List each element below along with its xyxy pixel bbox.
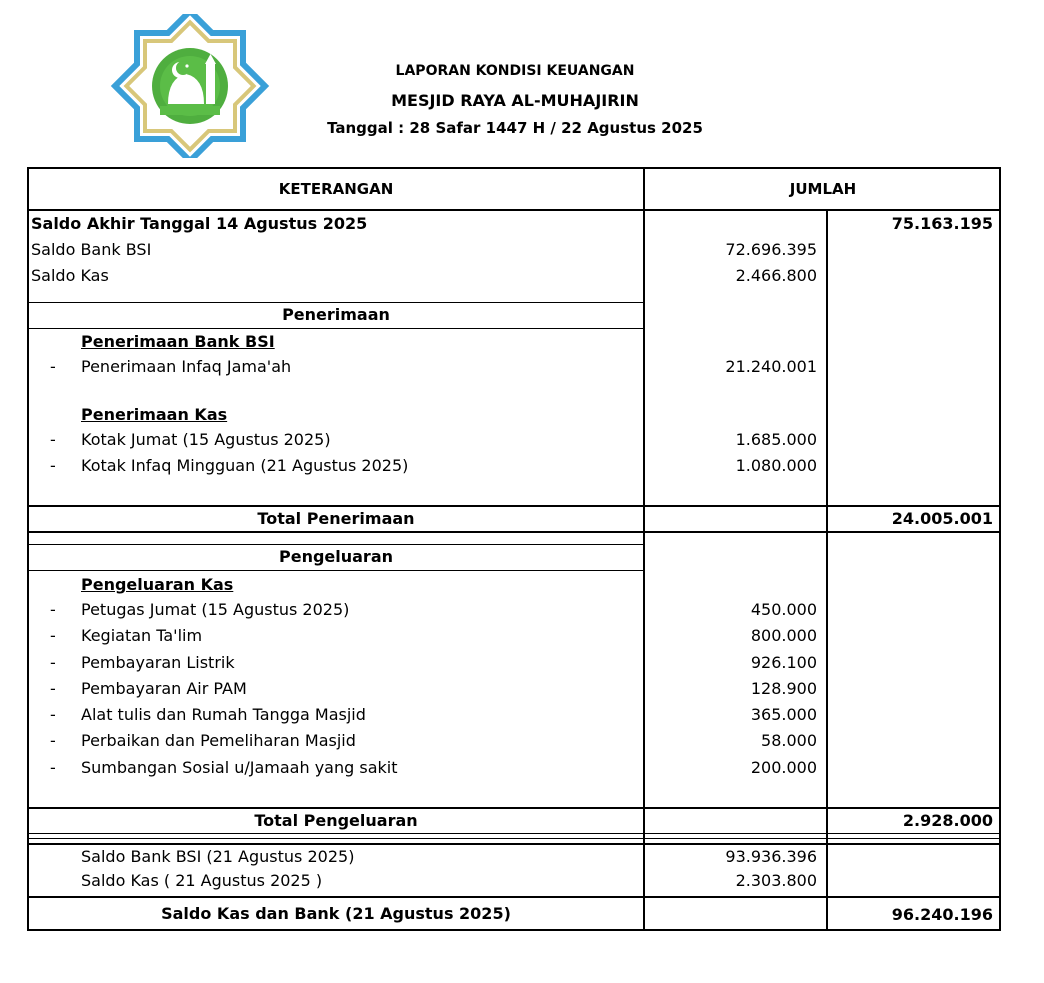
- saldo-awal-bank-value: 72.696.395: [725, 240, 817, 259]
- saldo-awal-label: Saldo Akhir Tanggal 14 Agustus 2025: [31, 214, 368, 233]
- penerimaan-bank-item-label: Penerimaan Infaq Jama'ah: [81, 357, 292, 376]
- total-penerimaan-label: Total Penerimaan: [257, 509, 415, 528]
- total-penerimaan-top: [27, 505, 1001, 507]
- col-header-keterangan: KETERANGAN: [278, 180, 394, 198]
- pengeluaran-dash-5: -: [50, 705, 56, 724]
- pengeluaran-item-1-label: Petugas Jumat (15 Agustus 2025): [81, 600, 350, 619]
- saldo-awal-bank-label: Saldo Bank BSI: [31, 240, 152, 259]
- pengeluaran-kas-heading: Pengeluaran Kas: [81, 575, 234, 594]
- saldo-awal-total: 75.163.195: [891, 214, 993, 233]
- penerimaan-bank-heading: Penerimaan Bank BSI: [81, 332, 275, 351]
- pengeluaran-item-2-value: 800.000: [750, 626, 817, 645]
- pengeluaran-title: Pengeluaran: [278, 547, 394, 566]
- pengeluaran-title-bottom: [27, 570, 643, 571]
- pengeluaran-title-top: [27, 544, 643, 545]
- pengeluaran-item-5-value: 365.000: [750, 705, 817, 724]
- pengeluaran-item-6-value: 58.000: [761, 731, 817, 750]
- grand-total-value: 96.240.196: [891, 905, 993, 924]
- pengeluaran-item-2-label: Kegiatan Ta'lim: [81, 626, 203, 645]
- grand-total-label: Saldo Kas dan Bank (21 Agustus 2025): [161, 904, 511, 923]
- report-title: LAPORAN KONDISI KEUANGAN: [395, 63, 635, 79]
- penerimaan-bank-item-value: 21.240.001: [725, 357, 817, 376]
- pengeluaran-item-4-label: Pembayaran Air PAM: [81, 679, 247, 698]
- penerimaan-kas-dash-1: -: [50, 430, 56, 449]
- pengeluaran-dash-7: -: [50, 758, 56, 777]
- pengeluaran-item-4-value: 128.900: [750, 679, 817, 698]
- total-pengeluaran-label: Total Pengeluaran: [254, 811, 418, 830]
- total-pengeluaran-top: [27, 807, 1001, 809]
- penerimaan-kas-heading: Penerimaan Kas: [81, 405, 228, 424]
- pengeluaran-item-3-label: Pembayaran Listrik: [81, 653, 235, 672]
- saldo-akhir-sep-1: [27, 838, 1001, 839]
- penerimaan-bank-dash: -: [50, 357, 56, 376]
- pengeluaran-item-7-label: Sumbangan Sosial u/Jamaah yang sakit: [81, 758, 398, 777]
- penerimaan-title: Penerimaan: [282, 305, 390, 324]
- total-pengeluaran-value: 2.928.000: [902, 811, 993, 830]
- saldo-akhir-sep-2: [27, 843, 1001, 845]
- pengeluaran-dash-4: -: [50, 679, 56, 698]
- header-row-bottom: [27, 209, 1001, 211]
- pengeluaran-item-1-value: 450.000: [750, 600, 817, 619]
- penerimaan-kas-dash-2: -: [50, 456, 56, 475]
- total-penerimaan-bottom: [27, 531, 1001, 533]
- saldo-akhir-kas-label: Saldo Kas ( 21 Agustus 2025 ): [81, 871, 323, 890]
- pengeluaran-dash-2: -: [50, 626, 56, 645]
- total-penerimaan-value: 24.005.001: [891, 509, 993, 528]
- mosque-name: MESJID RAYA AL-MUHAJIRIN: [391, 91, 639, 110]
- penerimaan-kas-item-2-value: 1.080.000: [735, 456, 817, 475]
- pengeluaran-dash-6: -: [50, 731, 56, 750]
- saldo-akhir-kas-value: 2.303.800: [735, 871, 817, 890]
- penerimaan-title-bottom: [27, 328, 643, 329]
- report-date: Tanggal : 28 Safar 1447 H / 22 Agustus 2025: [327, 119, 703, 137]
- pengeluaran-item-3-value: 926.100: [750, 653, 817, 672]
- total-pengeluaran-bottom: [27, 833, 1001, 834]
- saldo-awal-kas-label: Saldo Kas: [31, 266, 109, 285]
- pengeluaran-item-5-label: Alat tulis dan Rumah Tangga Masjid: [81, 705, 366, 724]
- pengeluaran-dash-3: -: [50, 653, 56, 672]
- mosque-logo-icon: [108, 14, 272, 158]
- pengeluaran-dash-1: -: [50, 600, 56, 619]
- pengeluaran-item-6-label: Perbaikan dan Pemeliharan Masjid: [81, 731, 356, 750]
- pengeluaran-item-7-value: 200.000: [750, 758, 817, 777]
- saldo-akhir-bank-value: 93.936.396: [725, 847, 817, 866]
- penerimaan-title-top: [27, 302, 643, 303]
- saldo-awal-kas-value: 2.466.800: [735, 266, 817, 285]
- saldo-akhir-bank-label: Saldo Bank BSI (21 Agustus 2025): [81, 847, 355, 866]
- col-header-jumlah: JUMLAH: [789, 180, 857, 198]
- penerimaan-kas-item-1-value: 1.685.000: [735, 430, 817, 449]
- grand-total-top: [27, 896, 1001, 898]
- penerimaan-kas-item-1-label: Kotak Jumat (15 Agustus 2025): [81, 430, 331, 449]
- penerimaan-kas-item-2-label: Kotak Infaq Mingguan (21 Agustus 2025): [81, 456, 409, 475]
